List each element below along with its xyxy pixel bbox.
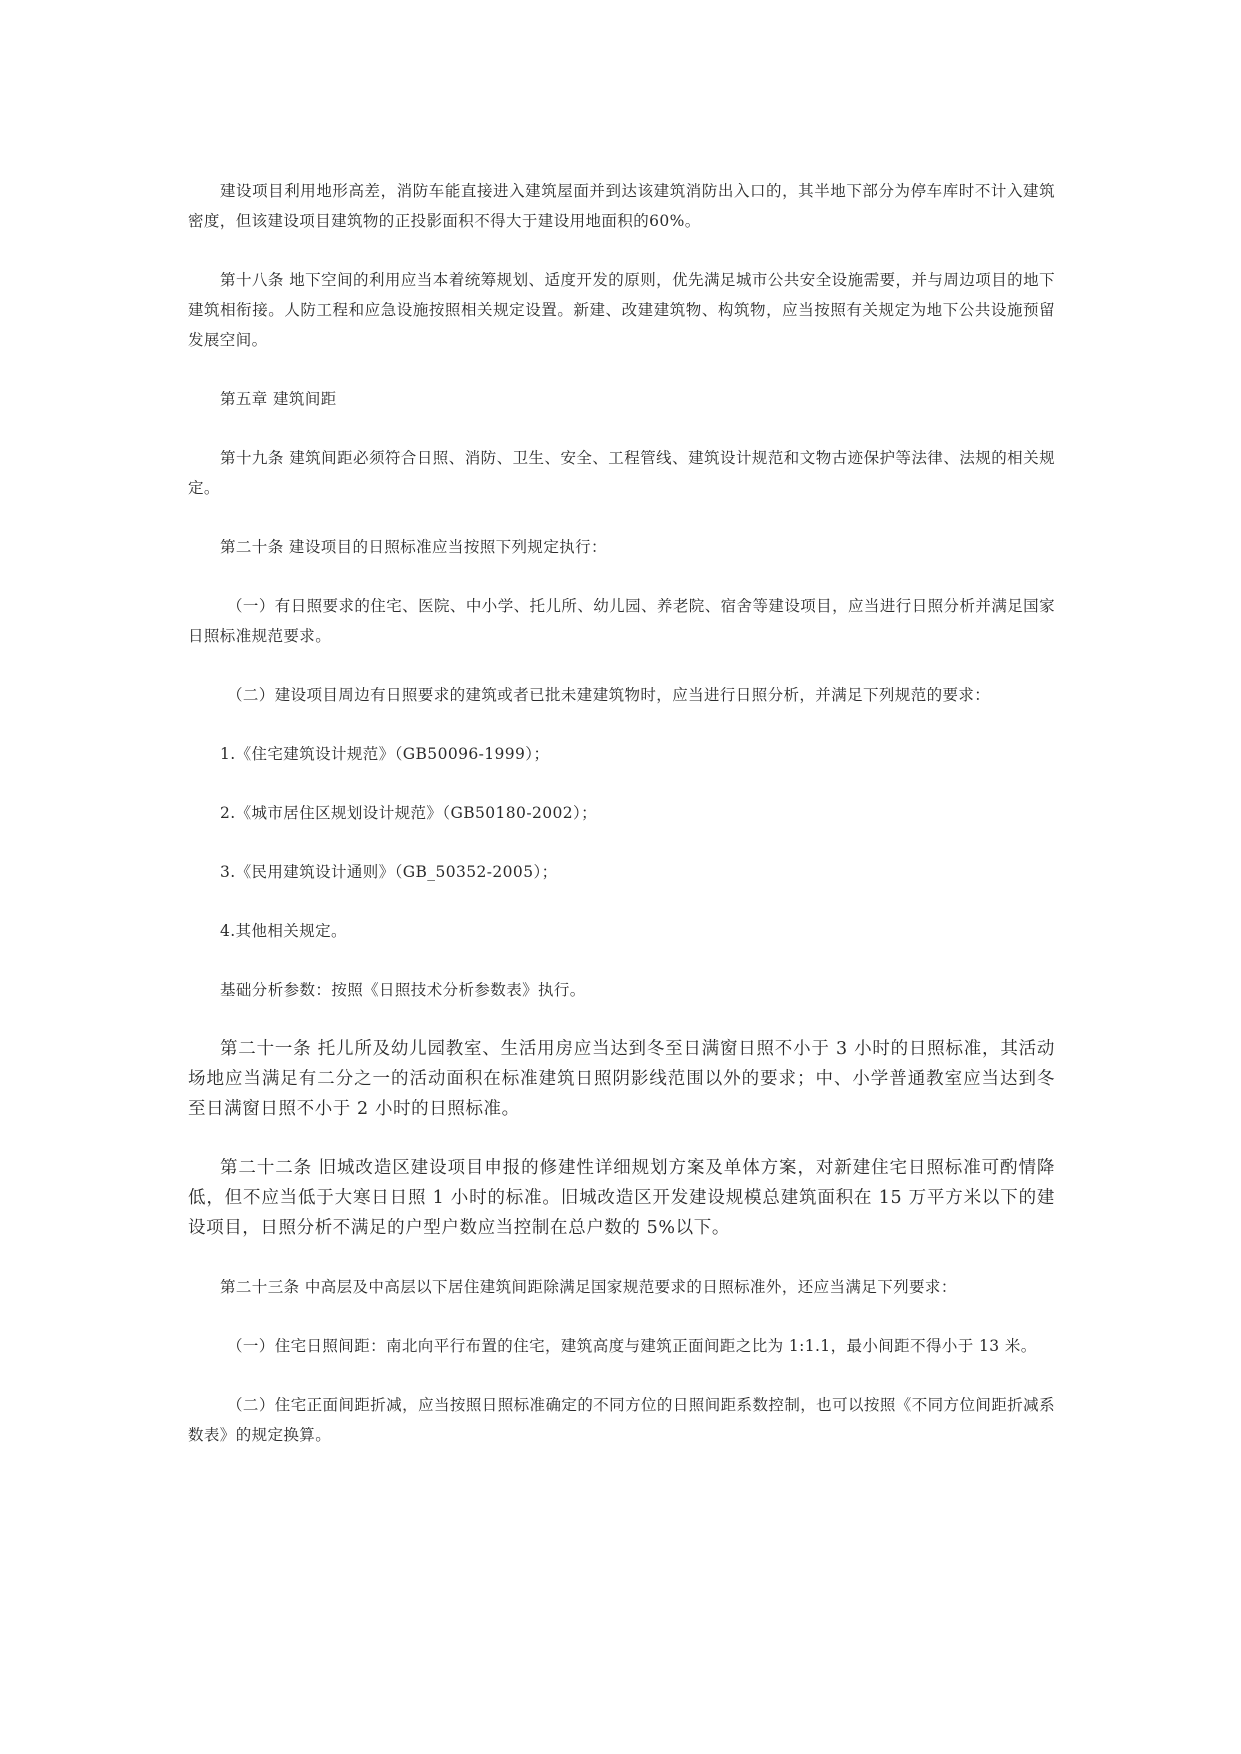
paragraph-article-23: 第二十三条 中高层及中高层以下居住建筑间距除满足国家规范要求的日照标准外，还应当满足下列要求： <box>220 1278 957 1296</box>
document-body <box>0 176 1241 1450</box>
paragraph-article-18: 第十八条 地下空间的利用应当本着统筹规划、适度开发的原则，优先满足城市公共安全设施需要，并与周边项目的地下建筑相衔接。人防工程和应急设施按照相关规定设置。新建、改建建筑物、构筑物，应当按照有关规定为地下公共设施预留发展空间。 <box>188 271 1055 349</box>
list-item-standard-1: 1.《住宅建筑设计规范》（GB50096-1999）； <box>220 745 550 763</box>
paragraph-article-23-item-1: （一）住宅日照间距：南北向平行布置的住宅，建筑高度与建筑正面间距之比为 1:1.1，最小间距不得小于 13 米。 <box>227 1337 1037 1355</box>
list-item-standard-3: 3.《民用建筑设计通则》（GB_50352-2005）； <box>220 863 558 881</box>
paragraph-article-23-item-2: （二）住宅正面间距折减，应当按照日照标准确定的不同方位的日照间距系数控制，也可以按照《不同方位间距折减系数表》的规定换算。 <box>188 1396 1055 1444</box>
paragraph-article-22: 第二十二条 旧城改造区建设项目申报的修建性详细规划方案及单体方案，对新建住宅日照标准可酌情降低，但不应当低于大寒日日照 1 小时的标准。旧城改造区开发建设规模总建筑面积在 15 万平方米以下的建设项目，日照分析不满足的户型户数应当控制在总户数的 5%以下。 <box>188 1158 1055 1238</box>
list-item-standard-4: 4.其他相关规定。 <box>220 922 347 940</box>
paragraph-building-density: 建设项目利用地形高差，消防车能直接进入建筑屋面并到达该建筑消防出入口的，其半地下部分为停车库时不计入建筑密度，但该建设项目建筑物的正投影面积不得大于建设用地面积的60%。 <box>188 182 1055 230</box>
paragraph-article-19: 第十九条 建筑间距必须符合日照、消防、卫生、安全、工程管线、建筑设计规范和文物古迹保护等法律、法规的相关规定。 <box>188 449 1055 497</box>
paragraph-article-20: 第二十条 建设项目的日照标准应当按照下列规定执行： <box>220 538 607 556</box>
paragraph-article-21: 第二十一条 托儿所及幼儿园教室、生活用房应当达到冬至日满窗日照不小于 3 小时的日照标准，其活动场地应当满足有二分之一的活动面积在标准建筑日照阴影线范围以外的要求；中、小学普通教室应当达到冬至日满窗日照不小于 2 小时的日照标准。 <box>188 1039 1055 1119</box>
list-item-standard-2: 2.《城市居住区规划设计规范》（GB50180-2002）； <box>220 804 598 822</box>
paragraph-analysis-parameters: 基础分析参数：按照《日照技术分析参数表》执行。 <box>220 981 586 999</box>
paragraph-article-20-item-2: （二）建设项目周边有日照要求的建筑或者已批未建建筑物时，应当进行日照分析，并满足下列规范的要求： <box>227 686 991 704</box>
chapter-heading-5: 第五章 建筑间距 <box>220 390 337 408</box>
paragraph-article-20-item-1: （一）有日照要求的住宅、医院、中小学、托儿所、幼儿园、养老院、宿舍等建设项目，应当进行日照分析并满足国家日照标准规范要求。 <box>188 597 1055 645</box>
